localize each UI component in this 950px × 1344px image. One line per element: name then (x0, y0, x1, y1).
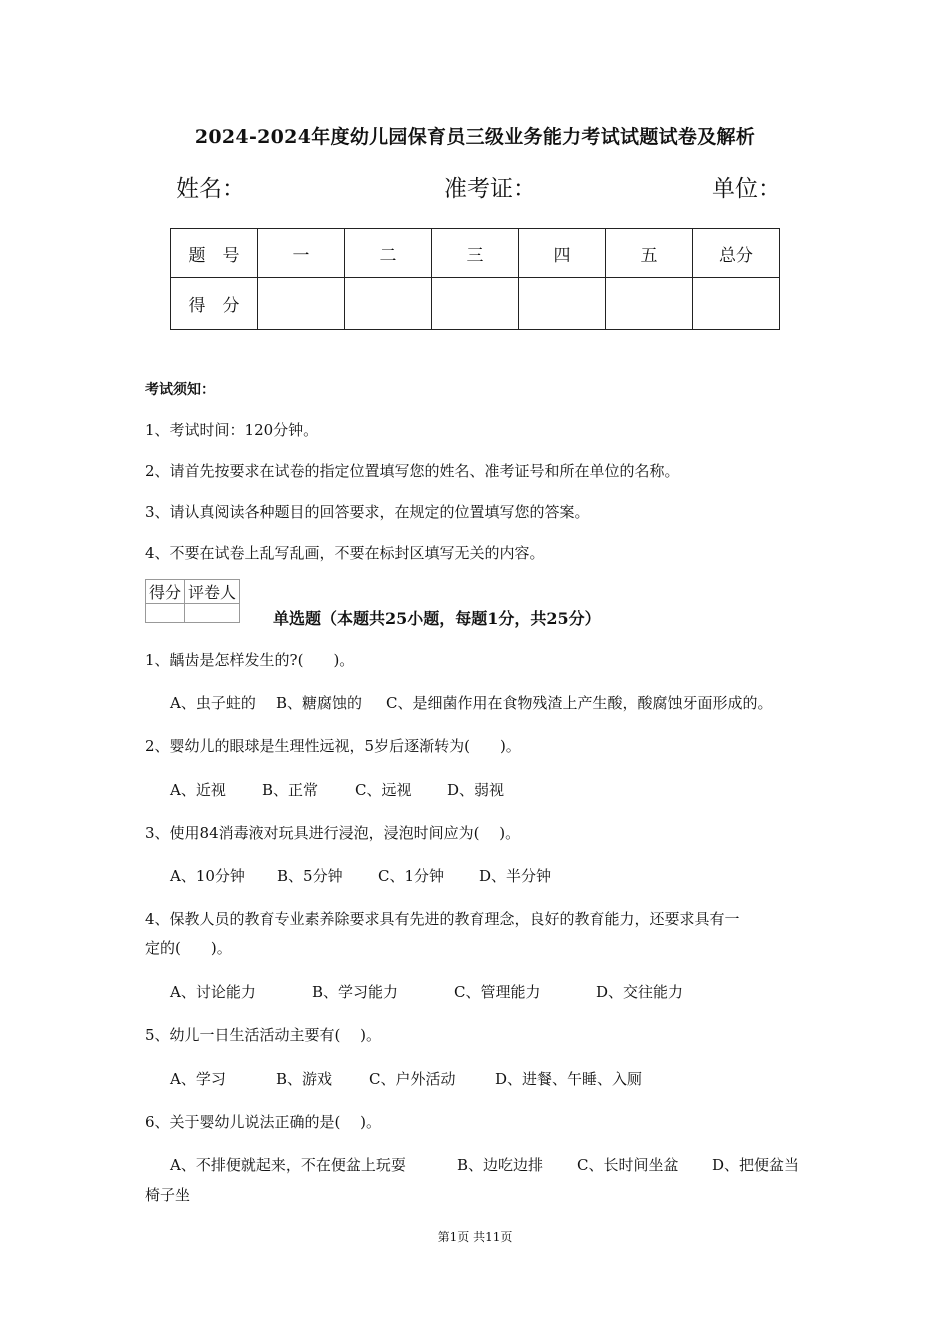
option[interactable]: C、是细菌作用在食物残渣上产生酸，酸腐蚀牙面形成的。 (386, 694, 773, 712)
score-input-cell[interactable] (432, 278, 519, 330)
question-options (170, 779, 504, 800)
option[interactable]: D、弱视 (447, 781, 505, 799)
option[interactable]: B、糖腐蚀的 (276, 694, 363, 712)
score-input-cell[interactable] (693, 278, 780, 330)
option[interactable]: D、进餐、午睡、入厕 (495, 1070, 643, 1088)
score-header-cell: 三 (432, 229, 519, 278)
score-input-cell[interactable] (606, 278, 693, 330)
option[interactable]: A、讨论能力 (170, 983, 256, 1001)
page-footer: 第1页 共11页 (437, 1230, 513, 1244)
question-options (170, 1154, 799, 1175)
option[interactable]: A、不排便就起来，不在便盆上玩耍 (170, 1156, 406, 1174)
option[interactable]: B、学习能力 (312, 983, 399, 1001)
grader-name-cell[interactable] (185, 604, 240, 623)
option[interactable]: C、长时间坐盆 (577, 1156, 679, 1174)
grader-box (145, 579, 240, 623)
question-options (170, 692, 772, 713)
section-title: 单选题（本题共25小题，每题1分，共25分） (273, 609, 601, 628)
option[interactable]: D、把便盆当 (712, 1156, 800, 1174)
question-options (170, 1068, 642, 1089)
notice-item: 1、考试时间：120分钟。 (145, 421, 319, 439)
unit-label: 单位： (712, 176, 781, 202)
grader-score-label: 得分 (146, 580, 185, 604)
question-stem: 2、婴幼儿的眼球是生理性远视，5岁后逐渐转为( )。 (145, 737, 521, 755)
notice-item: 3、请认真阅读各种题目的回答要求，在规定的位置填写您的答案。 (145, 503, 590, 521)
option[interactable]: B、正常 (262, 781, 319, 799)
option[interactable]: A、学习 (170, 1070, 226, 1088)
notice-heading: 考试须知： (145, 382, 215, 398)
option[interactable]: A、虫子蛀的 (170, 694, 256, 712)
question-stem: 4、保教人员的教育专业素养除要求具有先进的教育理念，良好的教育能力，还要求具有一 (145, 910, 740, 928)
option-continued: 椅子坐 (145, 1186, 191, 1204)
question-stem: 3、使用84消毒液对玩具进行浸泡，浸泡时间应为( )。 (145, 824, 521, 842)
score-header-cell: 二 (345, 229, 432, 278)
grader-score-cell[interactable] (146, 604, 185, 623)
score-header-cell: 题 号 (171, 229, 258, 278)
option[interactable]: C、管理能力 (454, 983, 541, 1001)
notice-item: 2、请首先按要求在试卷的指定位置填写您的姓名、准考证号和所在单位的名称。 (145, 462, 680, 480)
score-header-cell: 五 (606, 229, 693, 278)
option[interactable]: A、近视 (170, 781, 226, 799)
option[interactable]: B、边吃边排 (457, 1156, 544, 1174)
question-options (170, 981, 683, 1002)
score-header-cell: 总分 (693, 229, 780, 278)
grader-name-label: 评卷人 (185, 580, 240, 604)
option[interactable]: C、远视 (355, 781, 412, 799)
question-stem: 5、幼儿一日生活活动主要有( )。 (145, 1026, 382, 1044)
document-title: 2024-2024年度幼儿园保育员三级业务能力考试试题试卷及解析 (194, 126, 756, 148)
option[interactable]: D、半分钟 (479, 867, 552, 885)
option[interactable]: C、1分钟 (378, 867, 445, 885)
score-input-cell[interactable] (345, 278, 432, 330)
option[interactable]: D、交往能力 (596, 983, 684, 1001)
score-input-cell[interactable] (258, 278, 345, 330)
option[interactable]: B、5分钟 (277, 867, 343, 885)
notice-item: 4、不要在试卷上乱写乱画，不要在标封区填写无关的内容。 (145, 544, 545, 562)
score-header-cell: 一 (258, 229, 345, 278)
score-input-cell[interactable] (519, 278, 606, 330)
option[interactable]: B、游戏 (276, 1070, 333, 1088)
question-stem: 6、关于婴幼儿说法正确的是( )。 (145, 1113, 382, 1131)
name-label: 姓名： (176, 176, 245, 202)
question-stem: 1、龋齿是怎样发生的?( )。 (145, 651, 355, 669)
score-header-cell: 四 (519, 229, 606, 278)
exam-id-label: 准考证： (444, 176, 536, 202)
score-row-label: 得 分 (171, 278, 258, 330)
question-stem-continued: 定的( )。 (145, 939, 232, 957)
score-table (170, 228, 780, 330)
option[interactable]: C、户外活动 (369, 1070, 456, 1088)
option[interactable]: A、10分钟 (170, 867, 245, 885)
question-options (170, 865, 551, 886)
